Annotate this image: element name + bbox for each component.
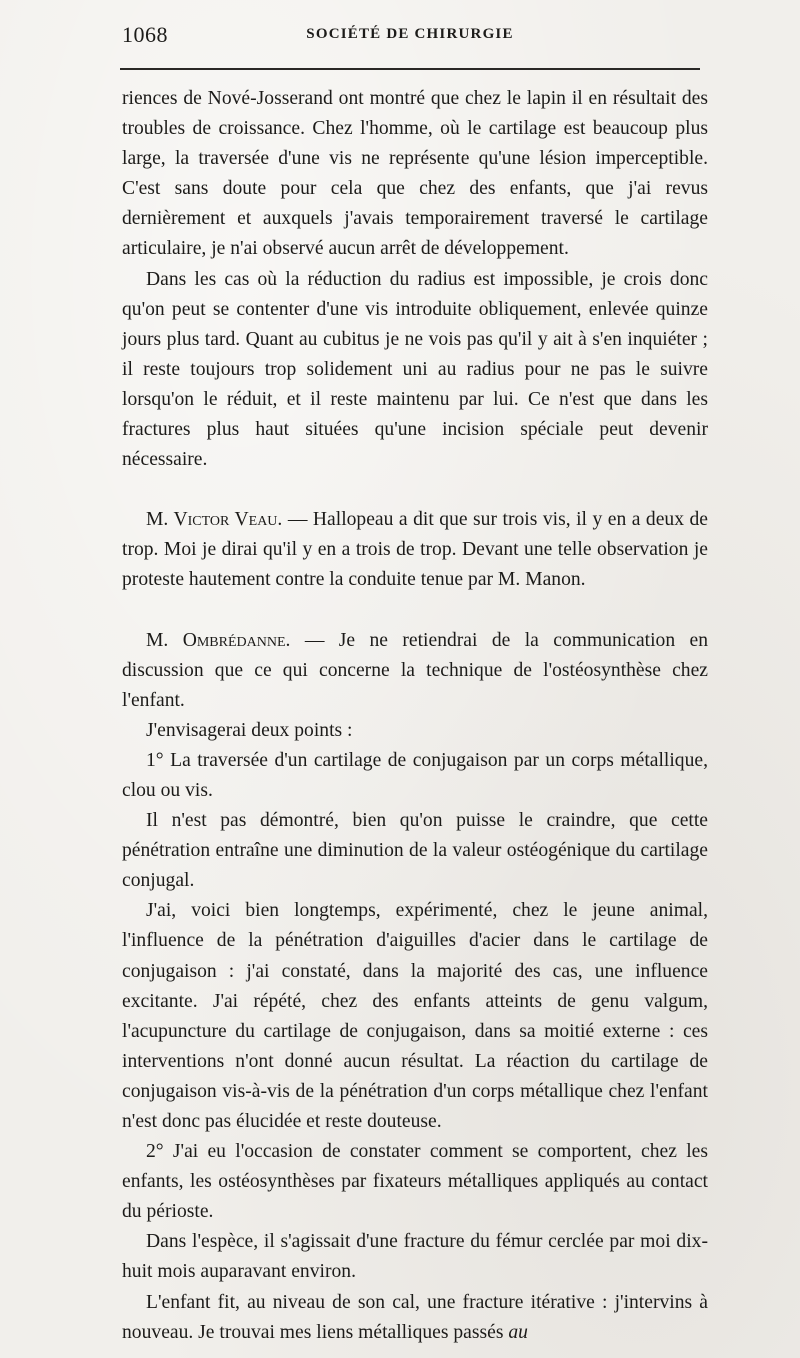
paragraph-1 [122, 84, 708, 265]
paragraph-11-italic-tail: au [508, 1321, 528, 1343]
paragraph-7-text: Il n'est pas démontré, bien qu'on puisse le craindre, que cette pénétration entraîne une diminution de la valeur ostéogénique du cartilage conjugal. [122, 810, 708, 892]
paragraph-2-text: Dans les cas où la réduction du radius est impossible, je crois donc qu'on peut se contenter d'une vis introduite obliquement, enlevée quinze jours plus tard. Quant au cubitus je ne vois pas qu'il y ait à s'en inquiéter ; il reste toujours trop solidement uni au radius pour ne pas le suivre lorsqu'on le réduit, et il reste maintenu par lui. Ce n'est que dans les fractures plus haut situées qu'une incision spéciale peut devenir nécessaire. [122, 268, 708, 471]
paragraph-9-text: 2° J'ai eu l'occasion de constater comment se comportent, chez les enfants, les ostéosynthèses par fixateurs métalliques appliqués au contact du périoste. [122, 1141, 708, 1223]
paragraph-2 [122, 265, 708, 476]
paragraph-8 [122, 896, 708, 1137]
page-header [120, 22, 700, 52]
paragraph-5-text: J'envisagerai deux points : [146, 719, 353, 741]
paragraph-8-text: J'ai, voici bien longtemps, expérimenté, chez le jeune animal, l'influence de la pénétration d'aiguilles d'acier dans le cartilage de conjugaison : j'ai constaté, dans la majorité des cas, une influence excitante. J'ai répété, chez des enfants atteints de genu valgum, l'acupuncture du cartilage de conjugaison, dans sa moitié externe : ces interventions n'ont donné aucun résultat. La réaction du cartilage de conjugaison vis-à-vis de la pénétration d'un corps métallique chez l'enfant n'est donc pas élucidée et reste douteuse. [122, 900, 708, 1132]
header-rule [120, 68, 700, 70]
paragraph-6-text: 1° La traversée d'un cartilage de conjugaison par un corps métallique, clou ou vis. [122, 749, 708, 801]
paragraph-ombredanne [122, 626, 708, 716]
paragraph-1-text: riences de Nové-Josserand ont montré que chez le lapin il en résultait des troubles de croissance. Chez l'homme, où le cartilage est beaucoup plus large, la traversée d'une vis ne représente qu'une lésion imperceptible. C'est sans doute pour cela que chez des enfants, que j'ai revus dernièrement et auxquels j'avais temporairement traversé le cartilage articulaire, je n'ai observé aucun arrêt de développement. [122, 88, 708, 260]
paragraph-9 [122, 1137, 708, 1227]
running-title: SOCIÉTÉ DE CHIRURGIE [306, 26, 514, 42]
body-text [122, 84, 708, 1348]
speaker-name-ombredanne: M. Ombrédanne. [146, 629, 291, 651]
paragraph-10-text: Dans l'espèce, il s'agissait d'une fracture du fémur cerclée par moi dix-huit mois auparavant environ. [122, 1231, 708, 1283]
paragraph-veau [122, 505, 708, 595]
paragraph-10 [122, 1227, 708, 1287]
paragraph-6 [122, 746, 708, 806]
paragraph-5 [122, 716, 708, 746]
paragraph-ombredanne-text: — Je ne retiendrai de la communication en discussion que ce qui concerne la technique de l'ostéosynthèse chez l'enfant. [122, 629, 709, 711]
paragraph-11 [122, 1288, 708, 1348]
speaker-name-veau: M. Victor Veau. [146, 509, 283, 531]
paragraph-11-text: L'enfant fit, au niveau de son cal, une fracture itérative : j'intervins à nouveau. Je trouvai mes liens métalliques passés [122, 1291, 708, 1343]
paragraph-7 [122, 806, 708, 896]
page-number: 1068 [122, 22, 168, 47]
paragraph-veau-text: — Hallopeau a dit que sur trois vis, il y en a deux de trop. Moi je dirai qu'il y en a trois de trop. Devant une telle observation je proteste hautement contre la conduite tenue par M. Manon. [122, 509, 708, 591]
